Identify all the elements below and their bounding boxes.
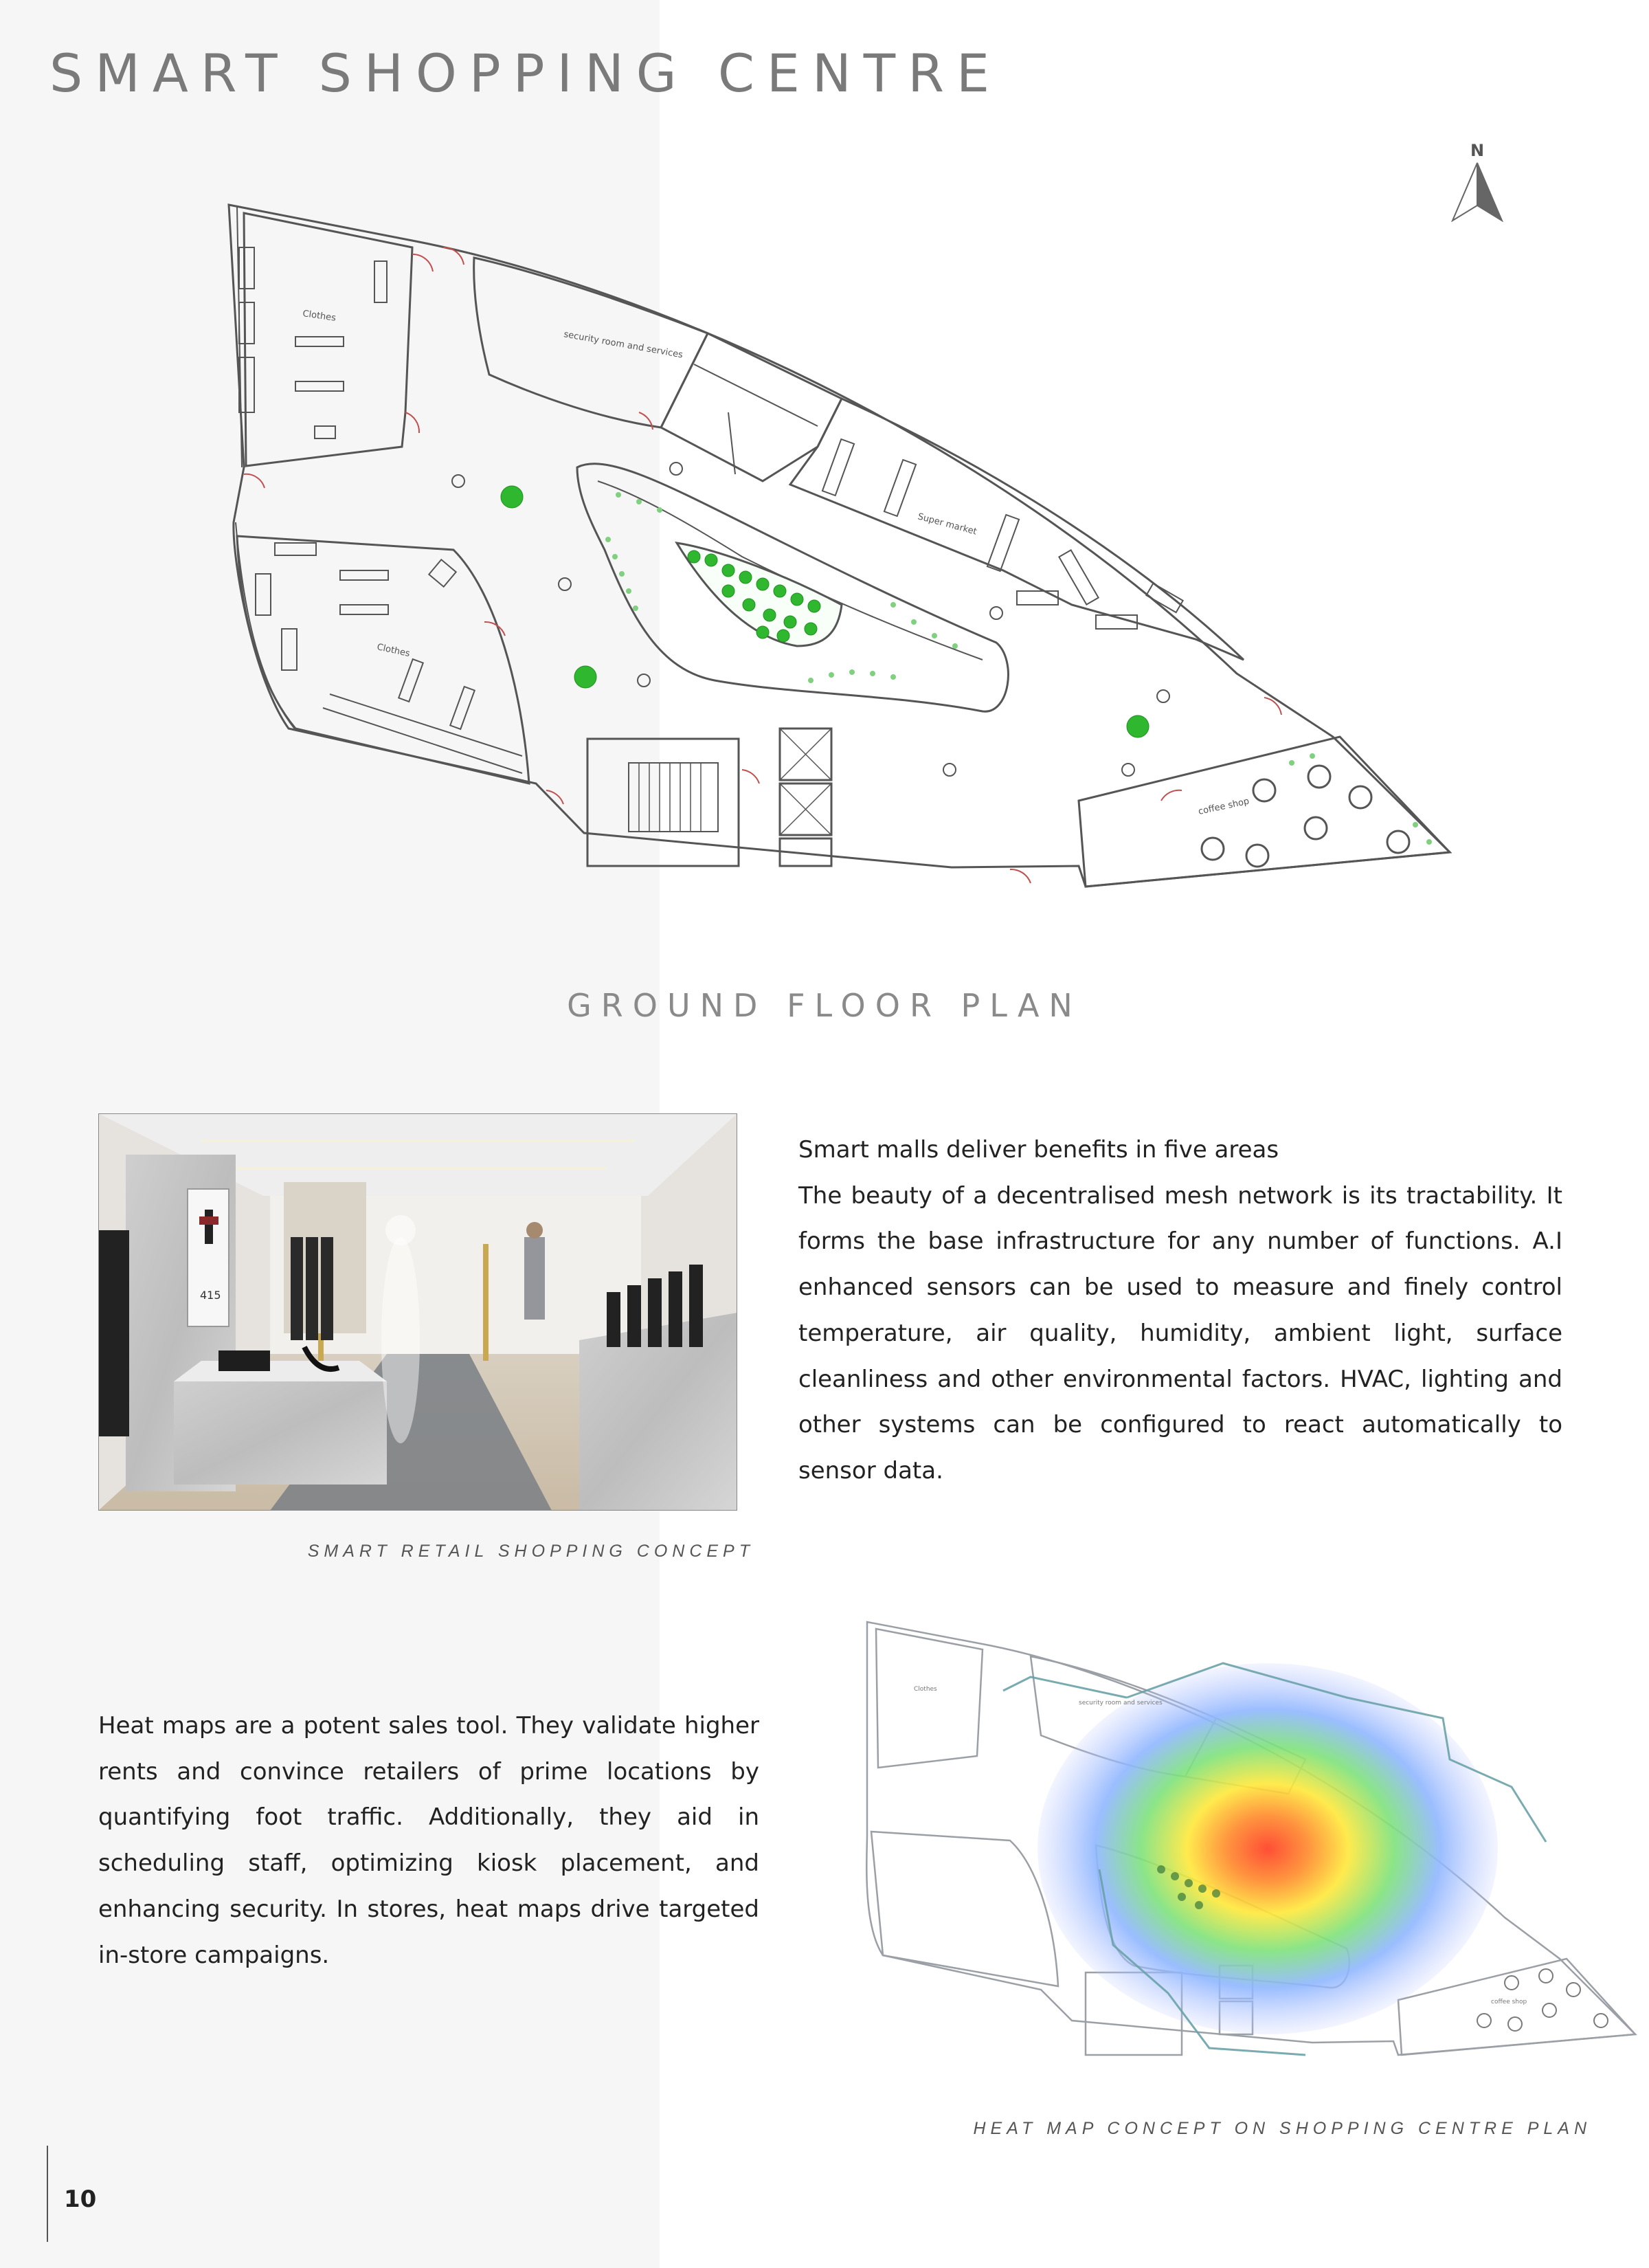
north-label: N xyxy=(1470,141,1485,160)
heatmap-label-coffee: coffee shop xyxy=(1491,1999,1527,2005)
page-number: 10 xyxy=(64,2186,97,2213)
ground-floor-plan xyxy=(216,199,1460,900)
benefits-lead: Smart malls deliver benefits in five areas xyxy=(798,1136,1279,1164)
heatmap-label-security: security room and services xyxy=(1079,1700,1163,1706)
supermarket-room xyxy=(790,399,1244,660)
benefits-text-block xyxy=(798,1127,1562,1494)
page-number-rule xyxy=(47,2146,48,2242)
heatmap-label-clothes: Clothes xyxy=(914,1686,937,1693)
page-title: SMART SHOPPING CENTRE xyxy=(49,43,1002,104)
label-clothes-top: Clothes xyxy=(302,309,337,324)
label-clothes-bottom: Clothes xyxy=(376,642,411,660)
clothes-bottom-room xyxy=(237,536,529,783)
label-security: security room and services xyxy=(563,329,684,361)
plan-outer-wall xyxy=(229,205,1450,887)
label-coffee: coffee shop xyxy=(1197,796,1250,817)
smart-retail-photo xyxy=(98,1113,737,1511)
clothes-top-room xyxy=(244,213,412,466)
heatmap-plan xyxy=(859,1608,1642,2089)
heatmap-text: Heat maps are a potent sales tool. They validate higher rents and convince retailers of prime locations by quantifying foot traffic. Additionally, they aid in scheduling staff, optimizing kiosk placement, and enhancing security. In stores, heat maps drive targeted in-store campaigns. xyxy=(98,1712,759,1969)
toilet-block xyxy=(661,333,842,481)
screen-price-text: 415 xyxy=(200,1289,221,1302)
benefits-body: The beauty of a decentralised mesh network is its tractability. It forms the base infrastructure for any number of functions. A.I enhanced sensors can be used to measure and finely control temperature, air quality, humidity, ambient light, surface cleanliness and other environmental factors. HVAC, lighting and other systems can be configured to react automatically to sensor data. xyxy=(798,1181,1562,1485)
photo-caption: SMART RETAIL SHOPPING CONCEPT xyxy=(307,1542,754,1561)
heatmap-caption: HEAT MAP CONCEPT ON SHOPPING CENTRE PLAN xyxy=(973,2119,1591,2138)
label-supermarket: Super market xyxy=(916,511,978,537)
stair-core xyxy=(587,739,739,866)
floor-plan-caption: GROUND FLOOR PLAN xyxy=(567,987,1082,1024)
